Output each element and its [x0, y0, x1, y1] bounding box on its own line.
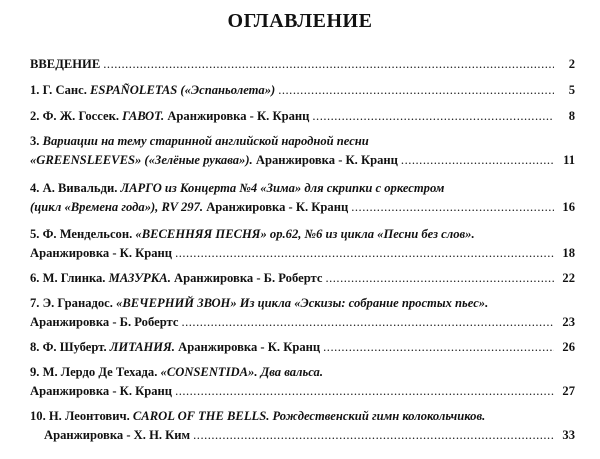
toc-entry-6 [30, 272, 575, 286]
entry-composer: 1. Г. Санс. [30, 83, 87, 97]
toc-entry-2 [30, 110, 575, 124]
page-number: 26 [562, 340, 575, 354]
entry-composer: 7. Э. Гранадос. [30, 296, 113, 310]
entry-composer: 6. М. Глинка. [30, 271, 106, 285]
page-number: 18 [562, 245, 575, 260]
entry-title: ГАВОТ. [122, 109, 165, 123]
entry-arrangement: Аранжировка - Б. Робертс [174, 271, 323, 285]
toc-entry-8 [30, 341, 575, 355]
entry-arrangement: Аранжировка - К. Кранц [30, 245, 173, 260]
page-number: 2 [568, 57, 575, 71]
page-number: 5 [568, 83, 575, 97]
dot-leader [193, 429, 554, 443]
toc-entry-10 [30, 410, 575, 443]
page-number: 27 [562, 383, 575, 398]
entry-composer: 8. Ф. Шуберт. [30, 340, 107, 354]
entry-title-line1: ЛАРГО из Концерта №4 «Зима» для скрипки с оркестром [120, 181, 445, 195]
dot-leader [181, 316, 554, 330]
entry-arrangement: Аранжировка - К. Кранц [30, 383, 173, 398]
entry-title-line2: (цикл «Времена года»), RV 297. [30, 199, 204, 214]
entry-title: ЛИТАНИЯ. [109, 340, 175, 354]
page-number: 8 [568, 109, 575, 123]
page-number: 16 [562, 199, 575, 214]
entry-composer: 2. Ф. Ж. Госсек. [30, 109, 119, 123]
toc-entry-7 [30, 297, 575, 330]
dot-leader [325, 272, 554, 286]
toc-entry-3 [30, 135, 575, 168]
dot-leader [175, 247, 554, 261]
toc-entry-1 [30, 84, 575, 98]
entry-composer: 4. А. Вивальди. [30, 181, 118, 195]
entry-subtitle: Из цикла «Эскизы: собрание простых пьес». [239, 296, 489, 310]
entry-title-line1: «ВЕСЕННЯЯ ПЕСНЯ» ор.62, №6 из цикла «Песни без слов». [135, 227, 475, 241]
dot-leader [103, 58, 554, 72]
dot-leader [323, 341, 554, 355]
entry-title-line1: Вариации на тему старинной английской народной песни [42, 134, 369, 148]
toc-entry-4 [30, 182, 575, 215]
entry-title: «CONSENTIDA». Два вальса. [160, 365, 323, 379]
entry-number: 3. [30, 134, 40, 148]
toc-entry-introduction [30, 58, 575, 72]
entry-title: МАЗУРКА. [108, 271, 171, 285]
dot-leader [175, 385, 554, 399]
page-number: 22 [562, 271, 575, 285]
entry-title: «GREENSLEEVES» («Зелёные рукава»). [30, 152, 253, 167]
page-number: 33 [562, 427, 575, 442]
dot-leader [312, 110, 554, 124]
entry-arrangement: Аранжировка - К. Кранц [167, 109, 310, 123]
page-number: 23 [562, 314, 575, 329]
entry-title: «ВЕЧЕРНИЙ ЗВОН» [116, 296, 237, 310]
page-number: 11 [563, 152, 575, 167]
entry-arrangement: Аранжировка - Б. Робертс [30, 314, 179, 329]
entry-title: ESPAÑOLETAS («Эспаньолета») [90, 83, 276, 97]
toc-entry-9 [30, 366, 575, 399]
entry-composer: 5. Ф. Мендельсон. [30, 227, 133, 241]
entry-arrangement: Аранжировка - К. Кранц [206, 199, 349, 214]
page-title: ОГЛАВЛЕНИЕ [227, 10, 373, 32]
entry-composer: 9. М. Лердо Де Техада. [30, 365, 158, 379]
dot-leader [278, 84, 554, 98]
dot-leader [351, 201, 554, 215]
entry-composer: 10. Н. Леонтович. [30, 409, 130, 423]
entry-arrangement: Аранжировка - К. Кранц [255, 152, 398, 167]
toc-entry-5 [30, 228, 575, 261]
entry-arrangement: Аранжировка - Х. Н. Ким [44, 427, 191, 442]
entry-arrangement: Аранжировка - К. Кранц [178, 340, 321, 354]
dot-leader [401, 154, 554, 168]
entry-title: CAROL OF THE BELLS. Рождественский гимн колокольчиков. [132, 409, 486, 423]
entry-title: ВВЕДЕНИЕ [30, 57, 101, 71]
